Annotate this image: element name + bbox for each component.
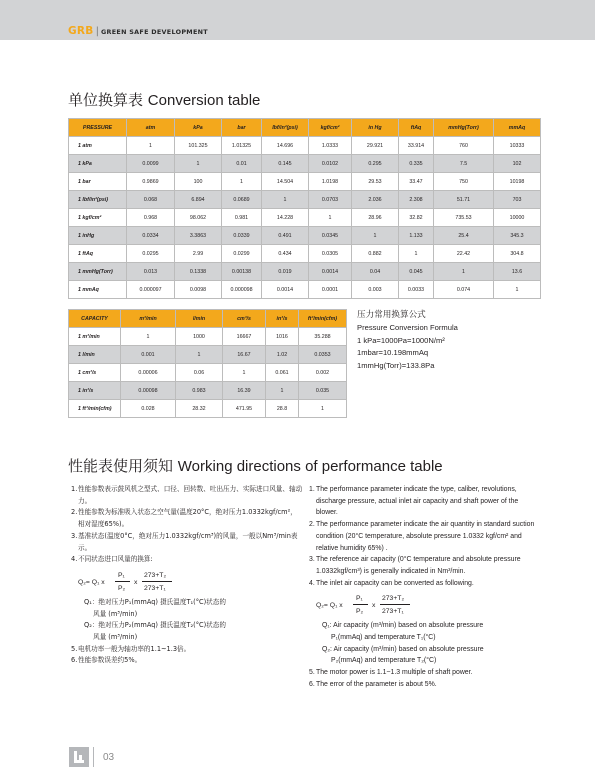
page-number: 03 <box>103 752 115 763</box>
formula-times: x <box>134 578 138 586</box>
table-cell: 28.96 <box>352 209 399 227</box>
row-header: 1 mmAq <box>69 281 127 299</box>
table-cell: 1.02 <box>266 346 299 364</box>
column-header: kgf/cm² <box>309 119 352 137</box>
table-cell: 0.00138 <box>222 263 262 281</box>
working-title-cn: 性能表使用须知 <box>68 457 174 475</box>
fraction-bar <box>142 581 172 582</box>
table-cell: 51.71 <box>434 191 494 209</box>
table-row <box>69 137 541 155</box>
brand-tagline: GREEN SAFE DEVELOPMENT <box>100 28 208 36</box>
table-cell: 1.0198 <box>309 173 352 191</box>
formula-times: x <box>372 602 376 610</box>
table-cell: 0.002 <box>299 364 347 382</box>
formula-p-denominator: P₂ <box>118 584 126 592</box>
working-title <box>68 455 443 476</box>
table-cell: 13.6 <box>494 263 541 281</box>
table-cell: 25.4 <box>434 227 494 245</box>
column-header: cm³/s <box>223 310 266 328</box>
formula-p-denominator: P₂ <box>356 608 364 616</box>
brand-logo: GRB <box>68 25 94 37</box>
table-row <box>69 364 347 382</box>
note-text: The inlet air capacity can be converted as following. <box>316 579 474 587</box>
note-text: The performance parameter indicate the air quantity in standard suction condition (20°C temperature, absolute pressure 1.0332 kgf/cm² and relative humidity 65%) . <box>316 521 535 552</box>
fraction-bar <box>115 581 130 582</box>
table-row <box>69 227 541 245</box>
column-header: ft³/min(cfm) <box>299 310 347 328</box>
table-cell: 0.035 <box>299 382 347 400</box>
table-cell: 10000 <box>494 209 541 227</box>
table-cell: 0.061 <box>266 364 299 382</box>
column-header: atm <box>127 119 175 137</box>
row-header: 1 bar <box>69 173 127 191</box>
table-cell: 0.074 <box>434 281 494 299</box>
table-cell: 0.0001 <box>309 281 352 299</box>
table-cell: 32.82 <box>399 209 434 227</box>
table-cell: 1.0333 <box>309 137 352 155</box>
table-row <box>69 209 541 227</box>
table-cell: 16.67 <box>223 346 266 364</box>
pressure-formula-line: 1 kPa=1000Pa=1000N/m² <box>357 335 445 345</box>
note-number: 5. <box>309 669 315 677</box>
table-cell: 1 <box>352 227 399 245</box>
table-cell: 0.028 <box>121 400 176 418</box>
note-text: 性能参数表示鼓风机之型式、口径、回转数、吐出压力、实际进口风量、轴动力。 <box>78 485 303 505</box>
table-cell: 1 <box>494 281 541 299</box>
table-cell: 0.9869 <box>127 173 175 191</box>
formula-t-numerator: 273+T₂ <box>144 571 167 579</box>
note-number: 4. <box>309 579 315 587</box>
table-cell: 1 <box>176 346 223 364</box>
note-number: 3. <box>71 531 78 540</box>
table-cell: 1000 <box>176 328 223 346</box>
table-cell: 0.003 <box>352 281 399 299</box>
table-cell: 35.288 <box>299 328 347 346</box>
note-number: 2. <box>71 508 78 517</box>
table-cell: 0.0102 <box>309 155 352 173</box>
note-q2-line2: 风量 (m³/min) <box>93 633 138 642</box>
row-header: 1 ftAq <box>69 245 127 263</box>
table-cell: 28.32 <box>176 400 223 418</box>
brand-header <box>68 19 208 38</box>
note-number: 2. <box>309 521 315 529</box>
note-item <box>309 679 541 691</box>
table-cell: 0.068 <box>127 191 175 209</box>
working-notes-cn <box>71 484 303 667</box>
brand-separator: | <box>95 26 99 37</box>
table-cell: 0.335 <box>399 155 434 173</box>
table-cell: 1 <box>127 137 175 155</box>
table-cell: 0.1338 <box>175 263 222 281</box>
note-number: 6. <box>71 656 78 665</box>
table-cell: 100 <box>175 173 222 191</box>
table-cell: 1 <box>223 364 266 382</box>
table-cell: 0.491 <box>262 227 309 245</box>
formula-lhs: Q₂= Q₁ x <box>78 578 105 586</box>
table-cell: 0.04 <box>352 263 399 281</box>
table-row <box>69 281 541 299</box>
row-header: 1 m³/min <box>69 328 121 346</box>
table-cell: 345.3 <box>494 227 541 245</box>
row-header: 1 atm <box>69 137 127 155</box>
conversion-formula <box>316 590 541 619</box>
note-q1-line1: Q₁: Air capacity (m³/min) based on absolute pressure <box>322 622 484 630</box>
formula-t-denominator: 273+T₁ <box>144 584 166 592</box>
table-row <box>69 328 347 346</box>
table-cell: 703 <box>494 191 541 209</box>
table-cell: 1 <box>262 191 309 209</box>
capacity-table <box>68 309 347 418</box>
note-item <box>71 484 303 507</box>
note-number: 1. <box>71 485 78 493</box>
row-header: 1 inHg <box>69 227 127 245</box>
note-text: 不同状态进口风量的换算: <box>78 555 153 564</box>
note-item <box>71 644 303 656</box>
row-header: 1 cm³/s <box>69 364 121 382</box>
table-cell: 2.308 <box>399 191 434 209</box>
column-header: ftAq <box>399 119 434 137</box>
column-header: mmAq <box>494 119 541 137</box>
table-cell: 1016 <box>266 328 299 346</box>
row-header: 1 in³/s <box>69 382 121 400</box>
table-cell: 16667 <box>223 328 266 346</box>
note-number: 6. <box>309 680 315 688</box>
note-item <box>309 554 541 577</box>
table-cell: 0.0295 <box>127 245 175 263</box>
column-header: bar <box>222 119 262 137</box>
table-cell: 735.53 <box>434 209 494 227</box>
note-text: The motor power is 1.1~1.3 multiple of shaft power. <box>316 669 473 677</box>
note-number: 5. <box>71 644 78 653</box>
table-cell: 101.325 <box>175 137 222 155</box>
table-row <box>69 191 541 209</box>
column-header: kPa <box>175 119 222 137</box>
table-cell: 28.8 <box>266 400 299 418</box>
table-cell: 0.0299 <box>222 245 262 263</box>
table-cell: 0.0098 <box>175 281 222 299</box>
table-cell: 0.06 <box>176 364 223 382</box>
note-q1-line2: P₁(mmAq) and temperature T₁(°C) <box>331 634 436 642</box>
table-cell: 2.99 <box>175 245 222 263</box>
column-header: Ibf/in²(psi) <box>262 119 309 137</box>
note-q2-line2: P₂(mmAq) and temperature T₂(°C) <box>331 657 437 665</box>
table-cell: 0.0339 <box>222 227 262 245</box>
table-cell: 0.019 <box>262 263 309 281</box>
pressure-formula-title-en: Pressure Conversion Formula <box>357 323 458 333</box>
note-number: 4. <box>71 555 78 564</box>
table-cell: 6.894 <box>175 191 222 209</box>
table-cell: 0.000098 <box>222 281 262 299</box>
table-cell: 0.0703 <box>309 191 352 209</box>
note-q2-line1: Q₂：绝对压力P₂(mmAq) 摄氏温度T₂(°C)状态的 <box>84 621 226 630</box>
table-cell: 760 <box>434 137 494 155</box>
table-row <box>69 346 347 364</box>
table-cell: 0.0353 <box>299 346 347 364</box>
table-cell: 0.0033 <box>399 281 434 299</box>
note-text: 性能参数为标准吸入状态之空气量(温度20°C，绝对压力1.0332kgf/cm²，相对湿度65%)。 <box>78 508 297 529</box>
table-cell: 14.228 <box>262 209 309 227</box>
table-cell: 0.0014 <box>262 281 309 299</box>
note-q2-line1: Q₂: Air capacity (m³/min) based on absolute pressure <box>322 645 484 653</box>
table-cell: 1 <box>222 173 262 191</box>
table-cell: 29.53 <box>352 173 399 191</box>
working-title-en: Working directions of performance table <box>177 458 443 475</box>
table-cell: 304.8 <box>494 245 541 263</box>
row-header: 1 Ibf/in²(psi) <box>69 191 127 209</box>
table-cell: 0.0345 <box>309 227 352 245</box>
table-cell: 0.00006 <box>121 364 176 382</box>
table-cell: 1.133 <box>399 227 434 245</box>
conversion-title-en: Conversion table <box>147 92 261 109</box>
table-cell: 0.0305 <box>309 245 352 263</box>
table-cell: 1.01325 <box>222 137 262 155</box>
conversion-formula <box>78 567 303 596</box>
table-cell: 16.39 <box>223 382 266 400</box>
table-row <box>69 173 541 191</box>
note-item <box>71 655 303 667</box>
table-cell: 102 <box>494 155 541 173</box>
table-cell: 750 <box>434 173 494 191</box>
table-cell: 0.0014 <box>309 263 352 281</box>
pressure-formula-box <box>357 309 458 372</box>
working-notes-en <box>309 484 541 691</box>
row-header: 1 kgf/cm² <box>69 209 127 227</box>
table-row <box>69 382 347 400</box>
table-cell: 14.504 <box>262 173 309 191</box>
column-header: mmHg(Torr) <box>434 119 494 137</box>
table-cell: 3.3863 <box>175 227 222 245</box>
table-cell: 10333 <box>494 137 541 155</box>
conversion-title-cn: 单位换算表 <box>68 91 144 109</box>
column-header: CAPACITY <box>69 310 121 328</box>
table-cell: 1 <box>309 209 352 227</box>
note-q1-line2: 风量 (m³/min) <box>93 609 138 618</box>
table-cell: 33.914 <box>399 137 434 155</box>
table-row <box>69 155 541 173</box>
table-cell: 29.921 <box>352 137 399 155</box>
table-cell: 0.0099 <box>127 155 175 173</box>
table-cell: 0.983 <box>176 382 223 400</box>
table-cell: 1 <box>399 245 434 263</box>
formula-t-denominator: 273+T₁ <box>382 608 404 616</box>
column-header: PRESSURE <box>69 119 127 137</box>
table-cell: 1 <box>434 263 494 281</box>
formula-t-numerator: 273+T₂ <box>382 595 405 603</box>
table-row <box>69 263 541 281</box>
table-cell: 1 <box>266 382 299 400</box>
table-cell: 14.696 <box>262 137 309 155</box>
formula-p-numerator: P₁ <box>356 595 363 603</box>
pressure-formula-title-cn: 压力常用换算公式 <box>357 310 426 320</box>
table-row <box>69 245 541 263</box>
table-cell: 0.0334 <box>127 227 175 245</box>
note-item <box>71 531 303 554</box>
column-header: l/min <box>176 310 223 328</box>
table-cell: 2.036 <box>352 191 399 209</box>
table-cell: 98.062 <box>175 209 222 227</box>
formula-lhs: Q₂= Q₁ x <box>316 602 343 610</box>
note-item <box>71 507 303 530</box>
conversion-title <box>68 89 260 110</box>
note-number: 3. <box>309 556 315 564</box>
table-cell: 1 <box>121 328 176 346</box>
table-cell: 0.00098 <box>121 382 176 400</box>
table-cell: 0.001 <box>121 346 176 364</box>
note-text: 电机功率一般为轴功率的1.1~1.3倍。 <box>78 644 191 653</box>
table-cell: 0.0689 <box>222 191 262 209</box>
table-cell: 0.045 <box>399 263 434 281</box>
formula-p-numerator: P₁ <box>118 571 125 579</box>
row-header: 1 mmHg(Torr) <box>69 263 127 281</box>
note-item <box>71 554 303 566</box>
table-cell: 33.47 <box>399 173 434 191</box>
footer-divider <box>93 747 94 767</box>
note-text: The error of the parameter is about 5%. <box>316 680 437 688</box>
table-cell: 0.000097 <box>127 281 175 299</box>
table-cell: 0.434 <box>262 245 309 263</box>
row-header: 1 l/min <box>69 346 121 364</box>
row-header: 1 ft³/min(cfm) <box>69 400 121 418</box>
table-cell: 0.968 <box>127 209 175 227</box>
table-cell: 0.295 <box>352 155 399 173</box>
table-cell: 7.5 <box>434 155 494 173</box>
note-item <box>309 519 541 554</box>
table-cell: 0.01 <box>222 155 262 173</box>
column-header: in³/s <box>266 310 299 328</box>
fraction-bar <box>353 604 368 605</box>
table-cell: 1 <box>299 400 347 418</box>
note-number: 1. <box>309 486 315 493</box>
note-text: The reference air capacity (0°C temperature and absolute pressure 1.0332kgf/cm³) is generally indicated in Nm³/min. <box>316 556 521 575</box>
table-row <box>69 400 347 418</box>
table-cell: 1 <box>175 155 222 173</box>
note-item <box>309 484 541 519</box>
brand-glyph-icon <box>69 747 89 767</box>
column-header: m³/min <box>121 310 176 328</box>
table-cell: 0.981 <box>222 209 262 227</box>
note-item <box>309 578 541 590</box>
row-header: 1 kPa <box>69 155 127 173</box>
table-cell: 0.882 <box>352 245 399 263</box>
table-cell: 0.145 <box>262 155 309 173</box>
table-cell: 22.42 <box>434 245 494 263</box>
note-text: 基准状态(温度0°C，绝对压力1.0332kgf/cm³)的风量，一般以Nm³/min表示。 <box>78 531 298 552</box>
table-cell: 471.95 <box>223 400 266 418</box>
table-cell: 10198 <box>494 173 541 191</box>
note-text: 性能参数误差约5%。 <box>78 656 142 665</box>
pressure-formula-line: 1mbar=10.198mmAq <box>357 348 429 358</box>
table-cell: 0.013 <box>127 263 175 281</box>
fraction-bar <box>380 604 410 605</box>
pressure-table <box>68 118 541 299</box>
column-header: in Hg <box>352 119 399 137</box>
note-text: The performance parameter indicate the type, caliber, revolutions, discharge pressure, actual inlet air capacity and shaft power of the blower. <box>316 486 519 517</box>
pressure-formula-line: 1mmHg(Torr)=133.8Pa <box>357 360 435 370</box>
note-item <box>309 667 541 679</box>
note-q1-line1: Q₁：绝对压力P₁(mmAq) 摄氏温度T₁(°C)状态的 <box>84 597 226 606</box>
